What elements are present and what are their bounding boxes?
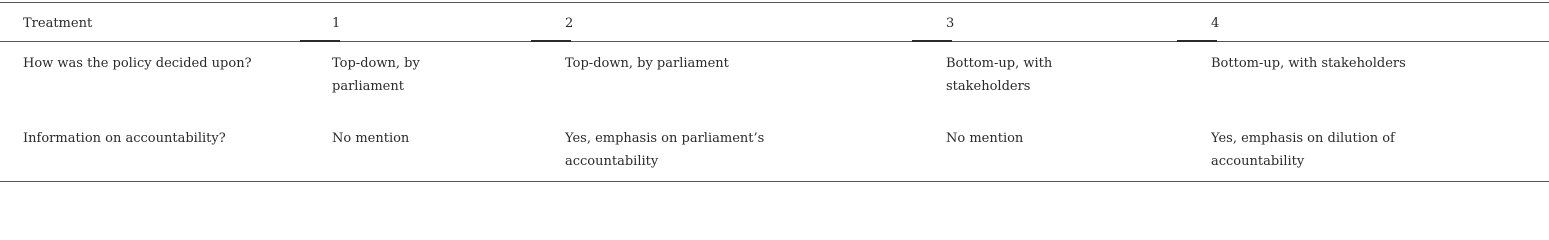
row-label-accountability: Information on accountability?	[23, 131, 226, 146]
table-cell: Bottom-up, with stakeholders	[1211, 56, 1406, 71]
table-cell: No mention	[332, 131, 410, 146]
header-col-4: 4	[1211, 16, 1220, 31]
table-top-rule	[0, 2, 1549, 3]
table-cell: Bottom-up, with stakeholders	[946, 56, 1053, 94]
table-bottom-rule	[0, 181, 1549, 182]
header-col-1: 1	[332, 16, 341, 31]
header-rule-accent-4	[1177, 40, 1217, 42]
table-cell: Yes, emphasis on parliament’s accountability	[565, 131, 765, 169]
table-cell: Top-down, by parliament	[332, 56, 420, 94]
table-cell: Top-down, by parliament	[565, 56, 729, 71]
header-col-3: 3	[946, 16, 955, 31]
header-rule-accent-1	[300, 40, 340, 42]
table-cell: Yes, emphasis on dilution of accountability	[1211, 131, 1395, 169]
header-rule-accent-3	[912, 40, 952, 42]
header-rule	[0, 41, 1549, 42]
header-col-2: 2	[565, 16, 574, 31]
row-label-policy-decided: How was the policy decided upon?	[23, 56, 252, 71]
table-cell: No mention	[946, 131, 1024, 146]
header-rule-accent-2	[531, 40, 571, 42]
header-treatment: Treatment	[23, 16, 93, 31]
